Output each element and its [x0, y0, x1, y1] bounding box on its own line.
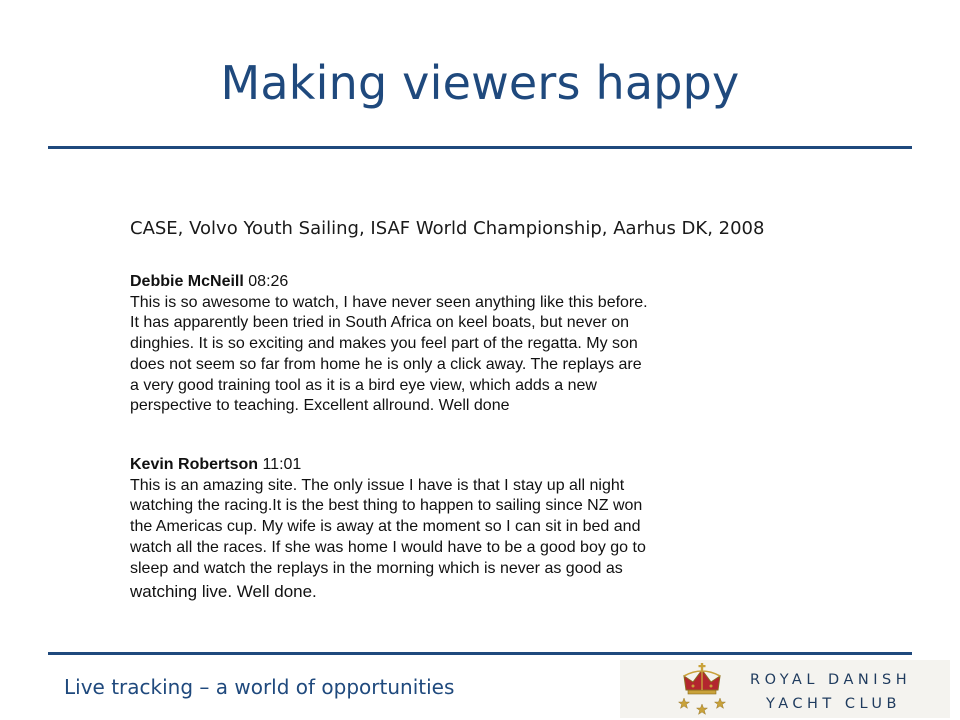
- comment-kevin: [130, 455, 750, 603]
- comment-line: the Americas cup. My wife is away at the moment so I can sit in bed and: [130, 518, 641, 536]
- footer-tagline: Live tracking – a world of opportunities: [64, 675, 455, 699]
- title-divider: [48, 146, 912, 149]
- comment-header: [130, 272, 750, 293]
- comment-line: watch all the races. If she was home I would have to be a good boy go to: [130, 538, 646, 556]
- comment-line: watching live. Well done.: [130, 582, 317, 602]
- club-logo: [620, 660, 950, 718]
- comment-time: 08:26: [248, 273, 289, 290]
- club-name-line1: ROYAL DANISH: [750, 672, 912, 688]
- comment-line: It has apparently been tried in South Africa on keel boats, but never on: [130, 314, 629, 332]
- comment-line: This is so awesome to watch, I have never seen anything like this before.: [130, 293, 648, 311]
- comment-line: This is an amazing site. The only issue I have is that I stay up all night: [130, 476, 625, 494]
- comment-debbie: [130, 272, 750, 417]
- crown-with-stars-icon: [660, 662, 750, 718]
- comment-line: watching the racing.It is the best thing to happen to sailing since NZ won: [130, 497, 643, 515]
- comment-time: 11:01: [262, 456, 302, 473]
- footer-divider: [48, 652, 912, 655]
- comment-line: sleep and watch the replays in the morning which is never as good as: [130, 559, 623, 577]
- comment-author: Kevin Robertson: [130, 456, 259, 473]
- comment-line: a very good training tool as it is a bird eye view, which adds a new: [130, 376, 597, 394]
- slide-title: Making viewers happy: [220, 56, 740, 110]
- comment-line: dinghies. It is so exciting and makes you feel part of the regatta. My son: [130, 335, 638, 353]
- comment-line: perspective to teaching. Excellent allround. Well done: [130, 397, 510, 415]
- comment-line: does not seem so far from home he is only a click away. The replays are: [130, 355, 642, 373]
- comment-author: Debbie McNeill: [130, 273, 244, 290]
- club-name-line2: YACHT CLUB: [766, 696, 901, 712]
- comment-header: [130, 455, 750, 476]
- club-name: [748, 668, 948, 716]
- case-line: CASE, Volvo Youth Sailing, ISAF World Championship, Aarhus DK, 2008: [130, 218, 765, 239]
